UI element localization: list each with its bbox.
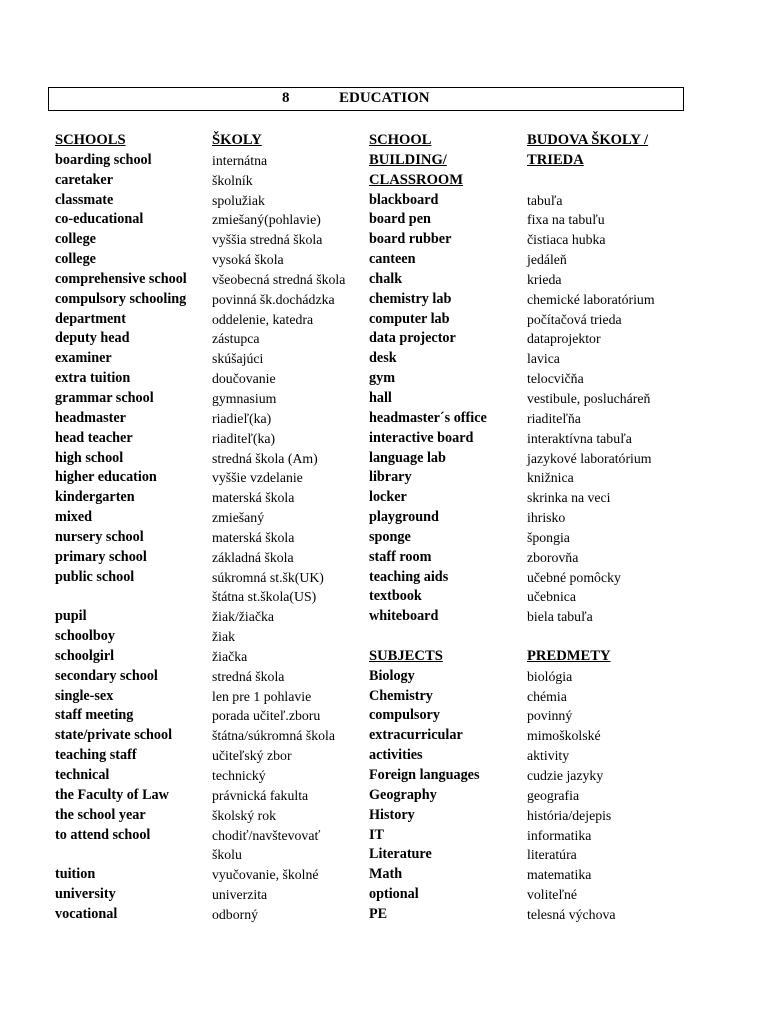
vocab-term: biológia	[527, 668, 573, 684]
vocab-term: stredná škola	[212, 668, 285, 684]
vocab-term: grammar school	[55, 389, 154, 406]
vocab-term: state/private school	[55, 727, 173, 744]
vocab-term: povinná šk.dochádzka	[212, 291, 335, 307]
blank-row	[527, 627, 687, 647]
vocab-term: žiak	[212, 629, 235, 645]
vocab-term: vyššie vzdelanie	[212, 470, 303, 486]
vocab-term: jazykové laboratórium	[527, 450, 652, 466]
vocab-term: žiačka	[212, 648, 248, 664]
blank-row	[369, 627, 523, 647]
vocab-term: interaktívna tabuľa	[527, 430, 632, 446]
chapter-number: 8	[282, 90, 290, 106]
chapter-title: EDUCATION	[339, 90, 430, 106]
vocab-term: vestibule, poslucháreň	[527, 390, 651, 406]
column-schools-en	[55, 131, 207, 925]
vocab-term: učebné pomôcky	[527, 569, 621, 585]
vocab-term: informatika	[527, 827, 592, 843]
vocab-term: oddelenie, katedra	[212, 311, 314, 327]
vocab-term: materská škola	[212, 490, 295, 506]
vocab-term: chemistry lab	[369, 290, 452, 307]
vocab-term: krieda	[527, 271, 562, 287]
vocab-term: IT	[369, 826, 384, 843]
vocab-term: extracurricular	[369, 727, 463, 744]
vocab-term: učebnica	[527, 589, 577, 605]
vocab-term: higher education	[55, 469, 157, 486]
vocab-term: chémia	[527, 688, 567, 704]
vocab-term: Literature	[369, 846, 432, 863]
vocab-term: história/dejepis	[527, 807, 612, 823]
vocab-term: Geography	[369, 786, 437, 803]
vocab-term: to attend school	[55, 826, 151, 843]
vocab-term: secondary school	[55, 667, 158, 684]
vocab-term: riaditeľňa	[527, 410, 581, 426]
vocab-term: desk	[369, 350, 397, 367]
vocab-term: gym	[369, 370, 396, 387]
vocab-term: dataprojektor	[527, 331, 601, 347]
vocab-term: riadieľ(ka)	[212, 410, 272, 426]
vocab-term: headmaster	[55, 409, 126, 426]
vocab-term: canteen	[369, 251, 416, 268]
vocab-term: mimoškolské	[527, 728, 601, 744]
vocab-term: spolužiak	[212, 192, 265, 208]
vocab-term: sponge	[369, 528, 411, 545]
column-building-sk	[527, 131, 687, 925]
vocab-term: štátna st.škola(US)	[212, 589, 317, 605]
column-schools-sk	[212, 131, 366, 925]
vocab-term: department	[55, 310, 126, 327]
vocab-term: mixed	[55, 509, 93, 526]
section-heading: SCHOOLS	[55, 132, 126, 148]
vocab-term: pupil	[55, 608, 87, 625]
vocab-term: head teacher	[55, 429, 133, 446]
vocab-term: interactive board	[369, 429, 474, 446]
vocab-term: optional	[369, 886, 419, 903]
vocab-term: language lab	[369, 449, 446, 466]
vocab-term: hall	[369, 389, 392, 406]
vocab-term: blackboard	[369, 191, 439, 208]
section-heading: TRIEDA	[527, 151, 584, 168]
vocab-term: kindergarten	[55, 489, 135, 506]
vocab-term: učiteľský zbor	[212, 748, 292, 764]
vocab-term: chemické laboratórium	[527, 291, 655, 307]
vocab-term: comprehensive school	[55, 270, 187, 287]
vocab-term: skrinka na veci	[527, 490, 611, 506]
section-heading: BUDOVA ŠKOLY /	[527, 132, 649, 148]
vocab-term: college	[55, 231, 96, 248]
vocab-term: vocational	[55, 905, 118, 922]
vocab-term: teaching aids	[369, 568, 449, 585]
vocab-term: telesná výchova	[527, 906, 616, 922]
vocab-term: cudzie jazyky	[527, 768, 604, 783]
vocab-term: Biology	[369, 667, 415, 684]
vocab-term: computer lab	[369, 310, 450, 327]
vocab-term: fixa na tabuľu	[527, 212, 605, 228]
column-building-en	[369, 131, 523, 925]
vocab-term: biela tabuľa	[527, 609, 593, 625]
vocab-term: povinný	[527, 708, 573, 724]
vocab-term: tabuľa	[527, 192, 563, 208]
section-heading: ŠKOLY	[212, 132, 262, 148]
vocab-term: knižnica	[527, 470, 574, 486]
vocab-term: playground	[369, 509, 439, 526]
vocab-term: examiner	[55, 350, 112, 367]
vocab-term: žiak/žiačka	[212, 609, 275, 625]
vocab-term: zborovňa	[527, 549, 579, 565]
vocab-term: vyššia stredná škola	[212, 232, 323, 248]
vocab-term: zmiešaný	[212, 510, 265, 526]
vocab-term: the Faculty of Law	[55, 786, 169, 803]
vocab-term: súkromná st.šk(UK)	[212, 569, 324, 585]
vocab-term: caretaker	[55, 171, 114, 188]
vocab-term: literatúra	[527, 847, 577, 863]
vocab-term: riaditeľ(ka)	[212, 430, 276, 446]
vocab-term: špongia	[527, 529, 570, 545]
vocab-term: Math	[369, 866, 403, 883]
vocab-term: školský rok	[212, 807, 277, 823]
vocab-term: compulsory schooling	[55, 290, 187, 307]
vocab-term: extra tuition	[55, 370, 131, 387]
vocab-term: schoolgirl	[55, 647, 115, 664]
blank-row	[55, 587, 207, 607]
vocab-term: lavica	[527, 351, 560, 367]
vocab-term: whiteboard	[369, 608, 439, 625]
vocab-term: tuition	[55, 866, 96, 883]
vocab-term: technical	[55, 767, 110, 783]
vocab-term: jedáleň	[527, 252, 567, 268]
section-heading: BUILDING/	[369, 151, 447, 168]
vocab-term: doučovanie	[212, 371, 276, 387]
vocab-term: štátna/súkromná škola	[212, 728, 335, 744]
section-heading: SUBJECTS	[369, 647, 443, 664]
vocab-term: odborný	[212, 906, 258, 922]
vocab-term: textbook	[369, 588, 422, 605]
vocab-term: zmiešaný(pohlavie)	[212, 212, 321, 228]
vocab-term: high school	[55, 449, 124, 466]
vocab-term: History	[369, 806, 415, 823]
vocab-term: compulsory	[369, 707, 440, 724]
vocab-term: právnická fakulta	[212, 787, 309, 803]
vocab-term: čistiaca hubka	[527, 232, 606, 248]
vocab-term: Foreign languages	[369, 767, 480, 783]
vocab-term: classmate	[55, 191, 114, 208]
vocab-term: teaching staff	[55, 747, 137, 764]
vocab-term: gymnasium	[212, 390, 277, 406]
vocab-term: data projector	[369, 330, 456, 347]
vocab-term: univerzita	[212, 887, 268, 903]
vocab-term: materská škola	[212, 529, 295, 545]
vocab-term: staff room	[369, 548, 432, 565]
vocab-term: technický	[212, 768, 266, 783]
vocab-term: všeobecná stredná škola	[212, 271, 346, 287]
vocab-term: vyučovanie, školné	[212, 867, 319, 883]
vocab-term: headmaster´s office	[369, 409, 487, 426]
vocab-term: chodiť/navštevovať	[212, 827, 321, 843]
vocab-term: matematika	[527, 867, 592, 883]
vocab-term: telocvičňa	[527, 371, 584, 387]
vocab-term: základná škola	[212, 549, 294, 565]
vocab-term: college	[55, 251, 96, 268]
vocab-term: the school year	[55, 806, 146, 823]
vocab-term: geografia	[527, 787, 580, 803]
vocab-term: locker	[369, 489, 407, 506]
vocab-term: board pen	[369, 211, 431, 228]
section-heading: SCHOOL	[369, 132, 432, 148]
vocab-term: aktivity	[527, 748, 570, 764]
vocab-term: university	[55, 886, 116, 903]
vocab-term: chalk	[369, 270, 403, 287]
vocab-term: schoolboy	[55, 628, 115, 645]
vocab-term: školu	[212, 847, 242, 863]
vocab-term: skúšajúci	[212, 351, 264, 367]
vocab-term: public school	[55, 568, 135, 585]
vocab-term: board rubber	[369, 231, 452, 248]
vocab-term: internátna	[212, 152, 268, 168]
vocab-term: voliteľné	[527, 887, 578, 903]
vocab-term: stredná škola (Am)	[212, 450, 318, 466]
vocab-term: školník	[212, 172, 253, 188]
vocab-term: PE	[369, 905, 388, 922]
section-heading: PREDMETY	[527, 647, 611, 664]
vocab-term: boarding school	[55, 151, 152, 168]
vocab-term: vysoká škola	[212, 252, 284, 268]
blank-row	[527, 171, 687, 191]
vocab-term: nursery school	[55, 528, 144, 545]
vocab-term: počítačová trieda	[527, 311, 622, 327]
vocab-term: deputy head	[55, 330, 130, 347]
vocab-term: co-educational	[55, 211, 144, 228]
vocab-term: activities	[369, 747, 423, 764]
vocab-term: primary school	[55, 548, 147, 565]
section-heading: CLASSROOM	[369, 171, 464, 188]
vocab-term: len pre 1 pohlavie	[212, 688, 312, 704]
vocab-term: staff meeting	[55, 707, 134, 724]
vocab-term: ihrisko	[527, 510, 566, 526]
vocab-term: library	[369, 469, 412, 486]
vocab-term: porada učiteľ.zboru	[212, 708, 321, 724]
vocab-term: zástupca	[212, 331, 260, 347]
blank-row	[55, 845, 207, 865]
vocab-term: single-sex	[55, 687, 114, 704]
vocab-term: Chemistry	[369, 687, 433, 704]
